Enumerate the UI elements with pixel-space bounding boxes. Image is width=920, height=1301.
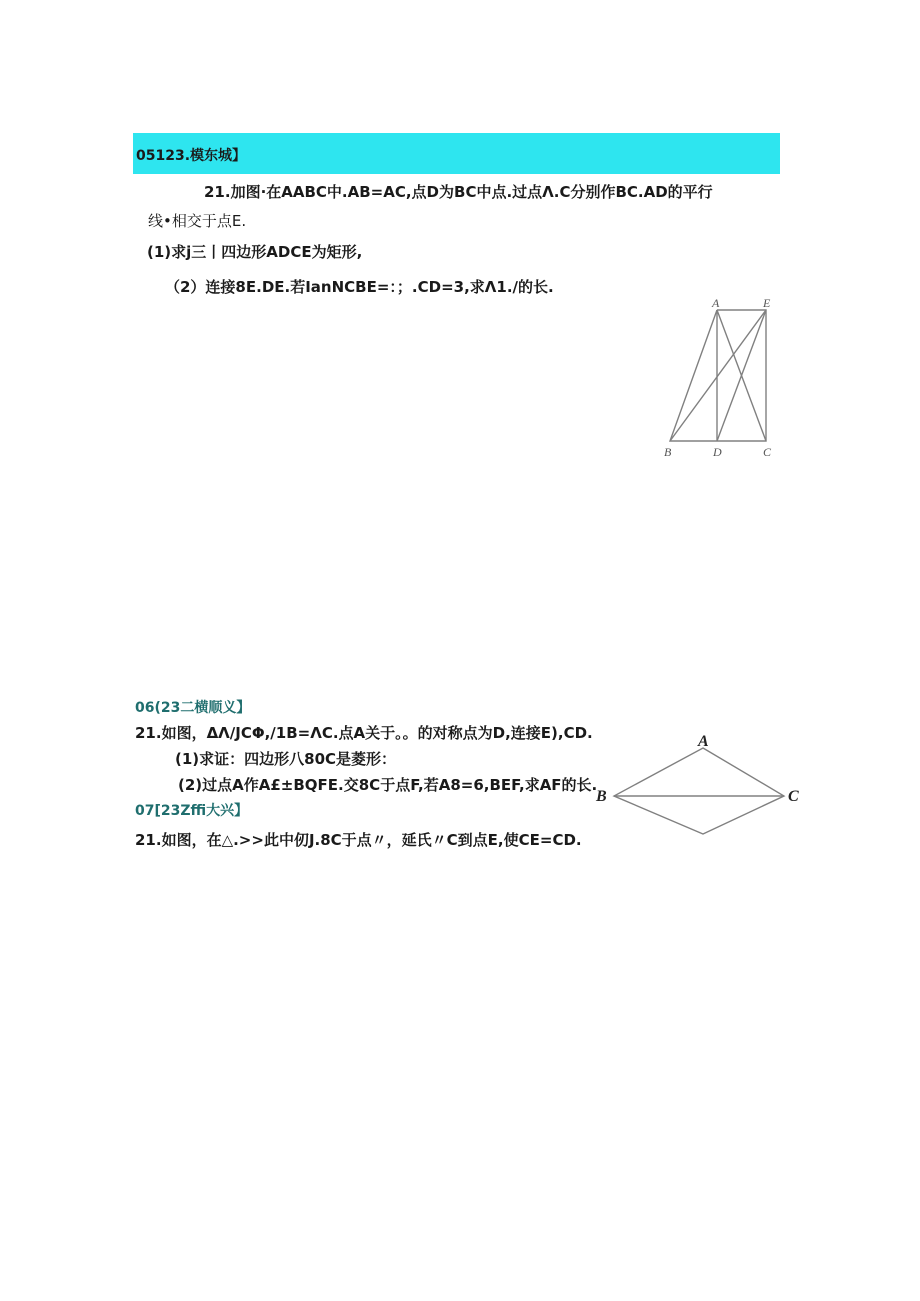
section-header-3: 07[23Zffi大兴】: [135, 803, 249, 819]
label-B: B: [664, 445, 672, 459]
problem-statement-cont: 线•相交于点E.: [148, 212, 247, 230]
part-2-2: (2)过点A作A£±BQFE.交8C于点F,若A8=6,BEF,求AF的长.: [178, 776, 598, 794]
part-1-2: (1)求证：四边形八80C是菱形：: [175, 750, 397, 768]
rhombus-figure: [592, 733, 810, 841]
label-C: C: [763, 445, 772, 459]
section-header-bar: [133, 133, 780, 174]
rhombus-outline: [614, 748, 784, 834]
label-D: D: [713, 445, 722, 459]
section-header-2: 06(23二横顺义】: [135, 700, 251, 716]
label-E: E: [763, 296, 771, 310]
problem-statement: 21.加图·在AABC中.AB=AC,点D为BC中点.过点Λ.C分别作BC.AD的平行: [204, 183, 713, 201]
label-A: A: [712, 296, 720, 310]
segment-EB: [670, 310, 766, 441]
part-1: (1)求j三丨四边形ADCE为矩形,: [147, 243, 363, 261]
problem-statement-3: 21.如图，在△.>>此中仞J.8C于点〃，延氏〃C到点E,使CE=CD.: [135, 831, 582, 849]
problem-statement-2: 21.如图，ΔΛ∕JCΦ,∕1B=ΛC.点A关于。。的对称点为D,连接E),CD.: [135, 724, 593, 742]
label-C-2: C: [788, 788, 799, 805]
section-header: 05123.模东城】: [136, 148, 247, 164]
label-A-2: A: [698, 733, 709, 750]
part-2: （2）连接8E.DE.若IanNCBE=：；.CD=3,求Λ1.∕的长.: [165, 278, 554, 296]
label-B-2: B: [596, 788, 607, 805]
rectangle-figure: [660, 296, 780, 464]
